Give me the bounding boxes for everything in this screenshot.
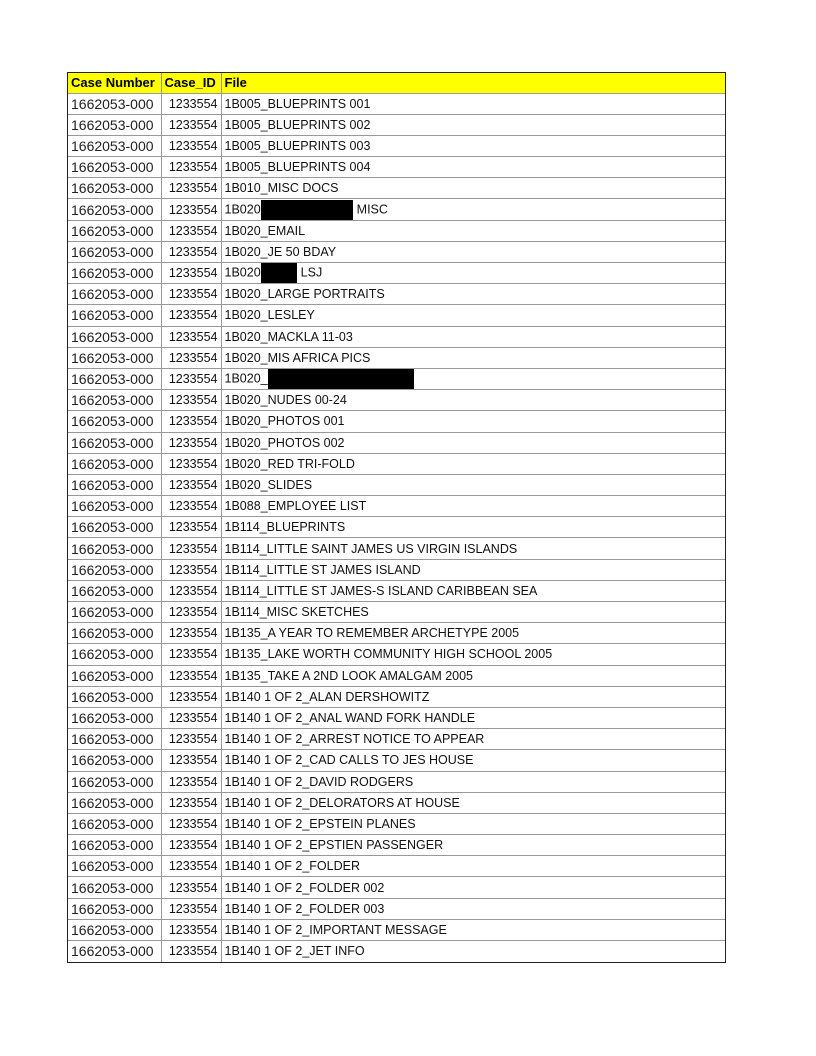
file-cell	[221, 559, 725, 580]
file-cell	[221, 898, 725, 919]
file-cell	[221, 602, 725, 623]
file-name-text: 1B020_PHOTOS 001	[224, 414, 345, 429]
file-cell	[221, 326, 725, 347]
case-id-cell: 1233554	[161, 729, 221, 750]
file-name-text: 1B020_EMAIL	[224, 223, 306, 238]
table-row	[68, 517, 725, 538]
file-cell	[221, 93, 725, 114]
case-number-cell: 1662053-000	[68, 665, 161, 686]
table-row	[68, 813, 725, 834]
file-name-text: 1B114_LITTLE SAINT JAMES US VIRGIN ISLANDS	[224, 541, 518, 556]
file-cell	[221, 623, 725, 644]
table-row	[68, 114, 725, 135]
file-cell	[221, 220, 725, 241]
file-cell	[221, 411, 725, 432]
case-id-cell: 1233554	[161, 941, 221, 962]
case-number-cell: 1662053-000	[68, 919, 161, 940]
file-name-text: 1B135_TAKE A 2ND LOOK AMALGAM 2005	[224, 668, 474, 683]
case-id-cell: 1233554	[161, 856, 221, 877]
file-cell	[221, 729, 725, 750]
case-id-cell: 1233554	[161, 559, 221, 580]
case-number-cell: 1662053-000	[68, 538, 161, 559]
file-cell	[221, 178, 725, 199]
file-name-text: 1B140 1 OF 2_CAD CALLS TO JES HOUSE	[224, 753, 474, 768]
case-id-cell: 1233554	[161, 326, 221, 347]
case-id-cell: 1233554	[161, 368, 221, 389]
file-name-text: 1B140 1 OF 2_ALAN DERSHOWITZ	[224, 689, 430, 704]
file-cell	[221, 241, 725, 262]
table-row	[68, 241, 725, 262]
table-row	[68, 559, 725, 580]
case-number-cell: 1662053-000	[68, 729, 161, 750]
column-header-file: File	[221, 73, 725, 93]
table-row	[68, 453, 725, 474]
file-name-text: 1B020_	[224, 371, 268, 386]
file-name-text: 1B140 1 OF 2_FOLDER 002	[224, 880, 385, 895]
file-name-text: 1B010_MISC DOCS	[224, 181, 339, 196]
file-cell	[221, 199, 725, 220]
file-name-text: 1B140 1 OF 2_EPSTIEN PASSENGER	[224, 838, 444, 853]
case-number-cell: 1662053-000	[68, 623, 161, 644]
redaction-block	[261, 200, 353, 220]
case-number-cell: 1662053-000	[68, 326, 161, 347]
case-number-cell: 1662053-000	[68, 496, 161, 517]
table-row	[68, 263, 725, 284]
case-id-cell: 1233554	[161, 517, 221, 538]
case-id-cell: 1233554	[161, 898, 221, 919]
case-number-cell: 1662053-000	[68, 644, 161, 665]
table-row	[68, 898, 725, 919]
table-row	[68, 856, 725, 877]
file-name-text: 1B135_LAKE WORTH COMMUNITY HIGH SCHOOL 2005	[224, 647, 553, 662]
case-id-cell: 1233554	[161, 496, 221, 517]
file-name-text: 1B114_LITTLE ST JAMES ISLAND	[224, 562, 421, 577]
case-id-cell: 1233554	[161, 771, 221, 792]
file-cell	[221, 135, 725, 156]
case-number-cell: 1662053-000	[68, 559, 161, 580]
case-number-cell: 1662053-000	[68, 602, 161, 623]
case-id-cell: 1233554	[161, 835, 221, 856]
case-number-cell: 1662053-000	[68, 453, 161, 474]
file-name-text: 1B140 1 OF 2_DELORATORS AT HOUSE	[224, 795, 460, 810]
file-name-text: 1B020_MIS AFRICA PICS	[224, 350, 371, 365]
case-id-cell: 1233554	[161, 644, 221, 665]
case-number-cell: 1662053-000	[68, 347, 161, 368]
case-id-cell: 1233554	[161, 284, 221, 305]
case-number-cell: 1662053-000	[68, 93, 161, 114]
case-id-cell: 1233554	[161, 93, 221, 114]
case-number-cell: 1662053-000	[68, 263, 161, 284]
file-cell	[221, 114, 725, 135]
file-name-text: 1B020_JE 50 BDAY	[224, 244, 337, 259]
file-cell	[221, 347, 725, 368]
table-row	[68, 199, 725, 220]
table-row	[68, 432, 725, 453]
file-name-text: 1B140 1 OF 2_JET INFO	[224, 944, 365, 959]
file-cell	[221, 919, 725, 940]
file-name-text: 1B020	[224, 265, 261, 280]
case-number-cell: 1662053-000	[68, 856, 161, 877]
case-number-cell: 1662053-000	[68, 305, 161, 326]
table-row	[68, 390, 725, 411]
table-row	[68, 771, 725, 792]
case-number-cell: 1662053-000	[68, 135, 161, 156]
table-row	[68, 157, 725, 178]
file-cell	[221, 538, 725, 559]
file-name-text: 1B114_MISC SKETCHES	[224, 605, 369, 620]
case-id-cell: 1233554	[161, 135, 221, 156]
case-number-cell: 1662053-000	[68, 813, 161, 834]
file-cell	[221, 157, 725, 178]
case-id-cell: 1233554	[161, 877, 221, 898]
case-id-cell: 1233554	[161, 114, 221, 135]
table-row	[68, 326, 725, 347]
file-name-text: 1B020_LARGE PORTRAITS	[224, 287, 385, 302]
file-index-table-frame	[67, 72, 726, 963]
file-name-text: 1B020_MACKLA 11-03	[224, 329, 353, 344]
file-name-text: 1B114_BLUEPRINTS	[224, 520, 346, 535]
file-name-text: 1B114_LITTLE ST JAMES-S ISLAND CARIBBEAN SEA	[224, 583, 538, 598]
file-cell	[221, 877, 725, 898]
file-name-text: 1B020	[224, 201, 261, 216]
case-id-cell: 1233554	[161, 665, 221, 686]
table-row	[68, 220, 725, 241]
table-row	[68, 877, 725, 898]
table-row	[68, 474, 725, 495]
file-name-suffix-text: MISC	[356, 201, 388, 216]
case-id-cell: 1233554	[161, 623, 221, 644]
case-id-cell: 1233554	[161, 686, 221, 707]
case-number-cell: 1662053-000	[68, 199, 161, 220]
case-number-cell: 1662053-000	[68, 390, 161, 411]
file-cell	[221, 368, 725, 389]
case-id-cell: 1233554	[161, 792, 221, 813]
file-cell	[221, 665, 725, 686]
case-number-cell: 1662053-000	[68, 686, 161, 707]
file-cell	[221, 474, 725, 495]
file-name-text: 1B005_BLUEPRINTS 004	[224, 160, 371, 175]
case-id-cell: 1233554	[161, 347, 221, 368]
file-name-text: 1B088_EMPLOYEE LIST	[224, 499, 367, 514]
case-number-cell: 1662053-000	[68, 707, 161, 728]
file-cell	[221, 750, 725, 771]
table-row	[68, 835, 725, 856]
case-id-cell: 1233554	[161, 199, 221, 220]
table-row	[68, 496, 725, 517]
file-name-text: 1B140 1 OF 2_FOLDER 003	[224, 901, 385, 916]
table-row	[68, 707, 725, 728]
file-cell	[221, 813, 725, 834]
case-id-cell: 1233554	[161, 178, 221, 199]
case-id-cell: 1233554	[161, 305, 221, 326]
file-cell	[221, 580, 725, 601]
table-row	[68, 93, 725, 114]
file-cell	[221, 390, 725, 411]
case-number-cell: 1662053-000	[68, 941, 161, 962]
table-row	[68, 644, 725, 665]
case-id-cell: 1233554	[161, 750, 221, 771]
case-number-cell: 1662053-000	[68, 411, 161, 432]
table-row	[68, 347, 725, 368]
file-cell	[221, 644, 725, 665]
case-number-cell: 1662053-000	[68, 750, 161, 771]
case-number-cell: 1662053-000	[68, 220, 161, 241]
header-row	[68, 73, 725, 93]
file-name-text: 1B140 1 OF 2_EPSTEIN PLANES	[224, 816, 416, 831]
table-row	[68, 368, 725, 389]
case-id-cell: 1233554	[161, 919, 221, 940]
file-cell	[221, 771, 725, 792]
case-id-cell: 1233554	[161, 474, 221, 495]
case-number-cell: 1662053-000	[68, 580, 161, 601]
table-row	[68, 792, 725, 813]
file-cell	[221, 284, 725, 305]
table-row	[68, 750, 725, 771]
case-number-cell: 1662053-000	[68, 898, 161, 919]
file-cell	[221, 792, 725, 813]
case-number-cell: 1662053-000	[68, 432, 161, 453]
case-id-cell: 1233554	[161, 390, 221, 411]
case-id-cell: 1233554	[161, 538, 221, 559]
case-id-cell: 1233554	[161, 707, 221, 728]
file-cell	[221, 835, 725, 856]
table-row	[68, 580, 725, 601]
table-row	[68, 623, 725, 644]
case-id-cell: 1233554	[161, 220, 221, 241]
file-name-text: 1B020_NUDES 00-24	[224, 393, 347, 408]
case-number-cell: 1662053-000	[68, 474, 161, 495]
file-cell	[221, 496, 725, 517]
file-name-text: 1B140 1 OF 2_DAVID RODGERS	[224, 774, 414, 789]
file-name-text: 1B140 1 OF 2_ARREST NOTICE TO APPEAR	[224, 732, 485, 747]
file-name-suffix-text: LSJ	[300, 265, 323, 280]
column-header-case-number: Case Number	[68, 73, 161, 93]
file-name-text: 1B020_SLIDES	[224, 477, 313, 492]
case-id-cell: 1233554	[161, 813, 221, 834]
file-name-text: 1B020_PHOTOS 002	[224, 435, 345, 450]
case-number-cell: 1662053-000	[68, 178, 161, 199]
column-header-case-id: Case_ID	[161, 73, 221, 93]
redaction-block	[261, 263, 297, 283]
case-number-cell: 1662053-000	[68, 517, 161, 538]
case-number-cell: 1662053-000	[68, 835, 161, 856]
case-id-cell: 1233554	[161, 241, 221, 262]
case-id-cell: 1233554	[161, 411, 221, 432]
case-id-cell: 1233554	[161, 602, 221, 623]
file-cell	[221, 453, 725, 474]
table-row	[68, 538, 725, 559]
file-name-text: 1B140 1 OF 2_ANAL WAND FORK HANDLE	[224, 711, 476, 726]
table-row	[68, 284, 725, 305]
case-number-cell: 1662053-000	[68, 284, 161, 305]
table-row	[68, 411, 725, 432]
file-cell	[221, 707, 725, 728]
file-cell	[221, 432, 725, 453]
file-name-text: 1B020_LESLEY	[224, 308, 315, 323]
table-row	[68, 602, 725, 623]
file-cell	[221, 941, 725, 962]
file-name-text: 1B140 1 OF 2_IMPORTANT MESSAGE	[224, 922, 447, 937]
file-cell	[221, 517, 725, 538]
file-cell	[221, 856, 725, 877]
table-row	[68, 686, 725, 707]
file-name-text: 1B140 1 OF 2_FOLDER	[224, 859, 360, 874]
table-row	[68, 135, 725, 156]
table-row	[68, 941, 725, 962]
case-id-cell: 1233554	[161, 580, 221, 601]
table-row	[68, 665, 725, 686]
table-row	[68, 305, 725, 326]
file-name-text: 1B005_BLUEPRINTS 002	[224, 117, 371, 132]
table-row	[68, 919, 725, 940]
case-number-cell: 1662053-000	[68, 771, 161, 792]
case-number-cell: 1662053-000	[68, 241, 161, 262]
redaction-block	[268, 369, 414, 389]
case-id-cell: 1233554	[161, 157, 221, 178]
file-name-text: 1B005_BLUEPRINTS 001	[224, 96, 371, 111]
case-number-cell: 1662053-000	[68, 157, 161, 178]
case-id-cell: 1233554	[161, 263, 221, 284]
case-id-cell: 1233554	[161, 453, 221, 474]
table-row	[68, 178, 725, 199]
file-cell	[221, 686, 725, 707]
file-index-table	[68, 73, 725, 962]
case-number-cell: 1662053-000	[68, 368, 161, 389]
case-number-cell: 1662053-000	[68, 877, 161, 898]
case-number-cell: 1662053-000	[68, 792, 161, 813]
case-id-cell: 1233554	[161, 432, 221, 453]
file-cell	[221, 305, 725, 326]
file-name-text: 1B020_RED TRI-FOLD	[224, 456, 355, 471]
case-number-cell: 1662053-000	[68, 114, 161, 135]
file-name-text: 1B005_BLUEPRINTS 003	[224, 138, 371, 153]
file-cell	[221, 263, 725, 284]
file-name-text: 1B135_A YEAR TO REMEMBER ARCHETYPE 2005	[224, 626, 520, 641]
table-row	[68, 729, 725, 750]
